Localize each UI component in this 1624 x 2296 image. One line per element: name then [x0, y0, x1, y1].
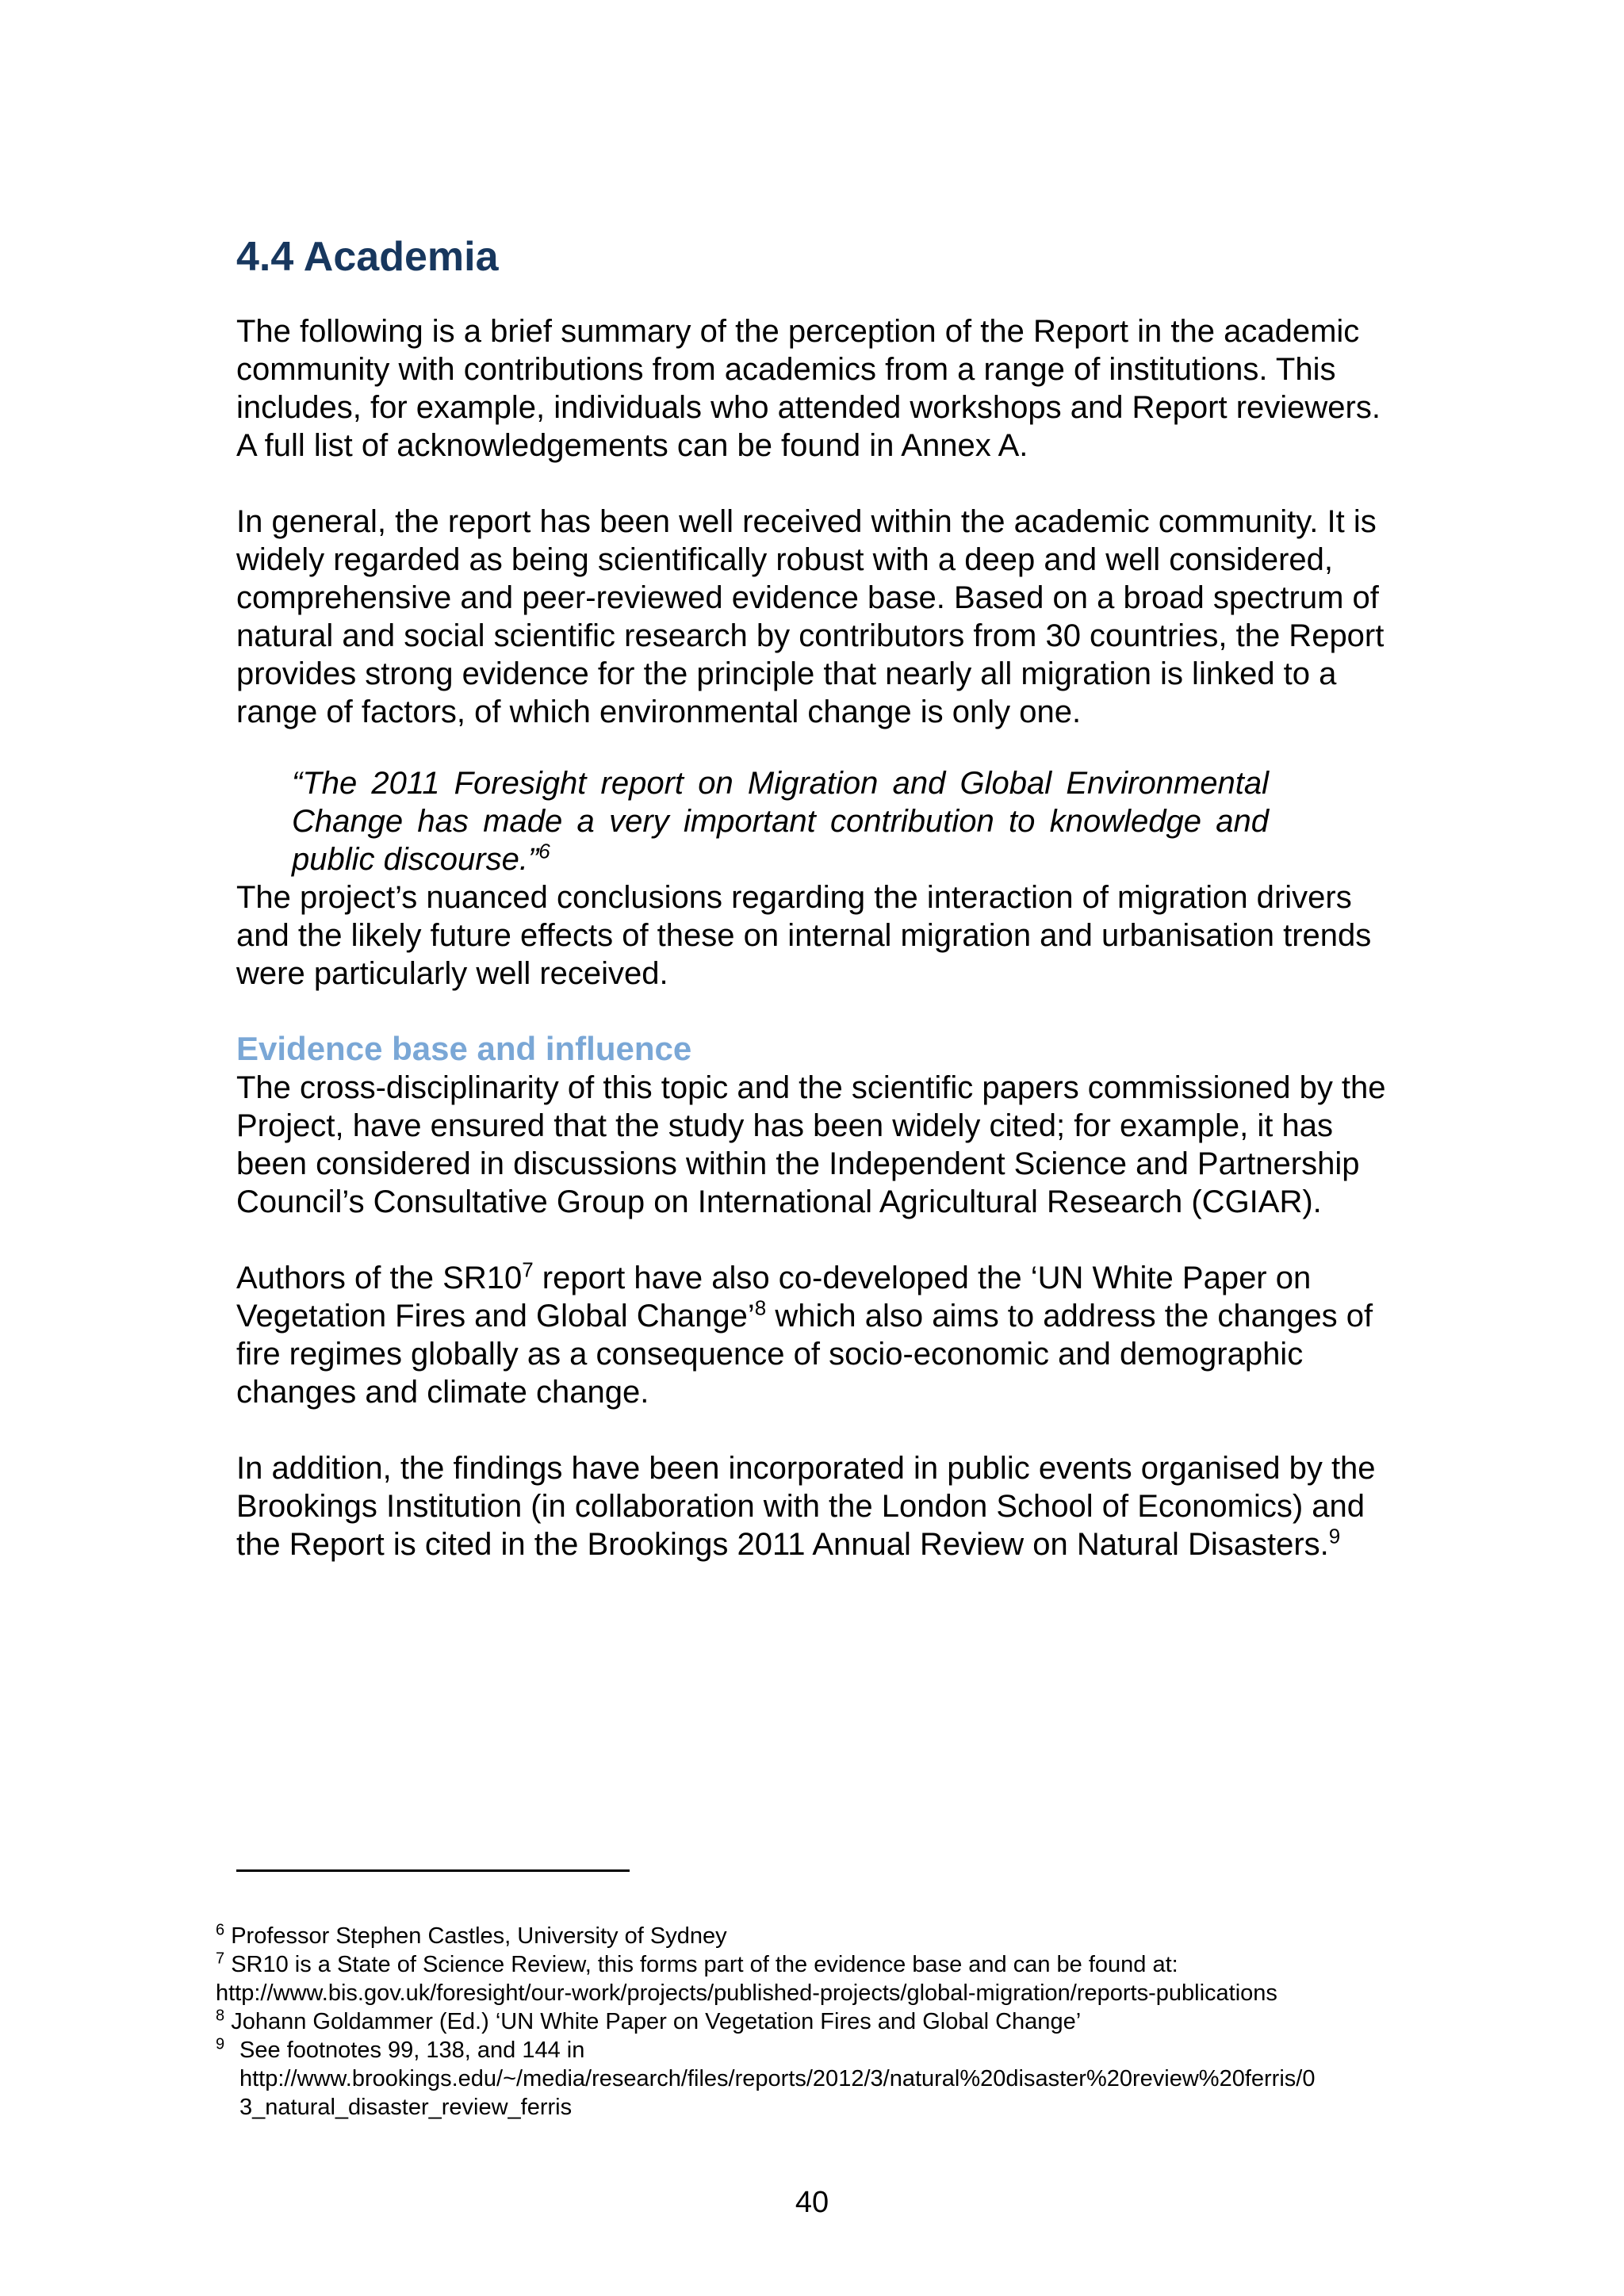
footnote-number: 7: [216, 1950, 225, 1968]
subheading-evidence: Evidence base and influence: [236, 1030, 692, 1067]
main-content: [236, 228, 1402, 1563]
general-paragraph: In general, the report has been well received within the academic community. It is widely regarded as being scientifically robust with a deep and well considered, comprehensive and peer-reviewed evidence base. Based on a broad spectrum of natural and social scientific research by contributors from 30 countries, the Report provides strong evidence for the principle that nearly all migration is linked to a range of factors, of which environmental change is only one.: [236, 504, 1385, 729]
footnote-7-url[interactable]: http://www.bis.gov.uk/foresight/our-work/projects/published-projects/global-migration/reports-publications: [216, 1980, 1277, 2006]
authors-text-c: which also aims to address the changes of fire regimes globally as a consequence of socio-economic and demographic changes and climate change.: [236, 1299, 1373, 1410]
footnote-number: 8: [216, 2007, 225, 2025]
footnote-text: Johann Goldammer (Ed.) ‘UN White Paper on Vegetation Fires and Global Change’: [231, 2009, 1082, 2034]
addition-paragraph: [236, 1449, 1402, 1563]
footnote-separator: [236, 1869, 630, 1872]
quote-text: “The 2011 Foresight report on Migration and Global Environmental Change has made a very important contribution to knowledge and public discourse.”: [292, 766, 1269, 877]
footnote-text: Professor Stephen Castles, University of Sydney: [231, 1923, 727, 1949]
section-heading: 4.4 Academia: [236, 234, 499, 280]
footnote-6: [216, 1922, 1405, 1950]
footnote-ref-6[interactable]: 6: [538, 839, 550, 863]
authors-paragraph: [236, 1259, 1402, 1411]
conclusions-paragraph: The project’s nuanced conclusions regarding the interaction of migration drivers and the likely future effects of these on internal migration and urbanisation trends were particularly well received.: [236, 880, 1372, 991]
footnote-7: [216, 1950, 1405, 1979]
footnote-ref-8[interactable]: 8: [754, 1295, 767, 1320]
footnote-8: [216, 2007, 1405, 2036]
authors-text-a: Authors of the SR10: [236, 1261, 523, 1295]
footnote-text: See footnotes 99, 138, and 144 in: [239, 2038, 585, 2063]
addition-text: In addition, the findings have been incorporated in public events organised by the Brookings Institution (in collaboration with the London School of Economics) and the Report is cited in the Brookings 2011 Annual Review on Natural Disasters.: [236, 1451, 1376, 1562]
footnote-text: SR10 is a State of Science Review, this forms part of the evidence base and can be found at:: [231, 1952, 1178, 1977]
intro-paragraph: The following is a brief summary of the perception of the Report in the academic community with contributions from academics from a range of institutions. This includes, for example, individuals who attended workshops and Report reviewers. A full list of acknowledgements can be found in Annex A.: [236, 314, 1381, 463]
footnote-number: 9: [216, 2035, 225, 2053]
footnote-ref-7[interactable]: 7: [522, 1257, 534, 1282]
footnote-9-url-line1[interactable]: http://www.brookings.edu/~/media/research/files/reports/2012/3/natural%20disaster%20review%20ferris/0: [239, 2066, 1316, 2091]
cross-disciplinary-paragraph: The cross-disciplinarity of this topic and the scientific papers commissioned by the Project, have ensured that the study has been widely cited; for example, it has been considered in discussions within the Independent Science and Partnership Council’s Consultative Group on International Agricultural Research (CGIAR).: [236, 1070, 1386, 1219]
footnote-ref-9[interactable]: 9: [1328, 1524, 1341, 1548]
page-number: 40: [795, 2186, 829, 2219]
footnote-9-url-line2[interactable]: 3_natural_disaster_review_ferris: [239, 2095, 573, 2120]
footnote-9: [216, 2036, 1405, 2122]
quote-block: [292, 764, 1269, 878]
authors-text-b: report have also co-developed the ‘UN White Paper on Vegetation Fires and Global Change’: [236, 1261, 1312, 1334]
footnotes: [216, 1922, 1405, 2122]
footnote-number: 6: [216, 1921, 225, 1939]
